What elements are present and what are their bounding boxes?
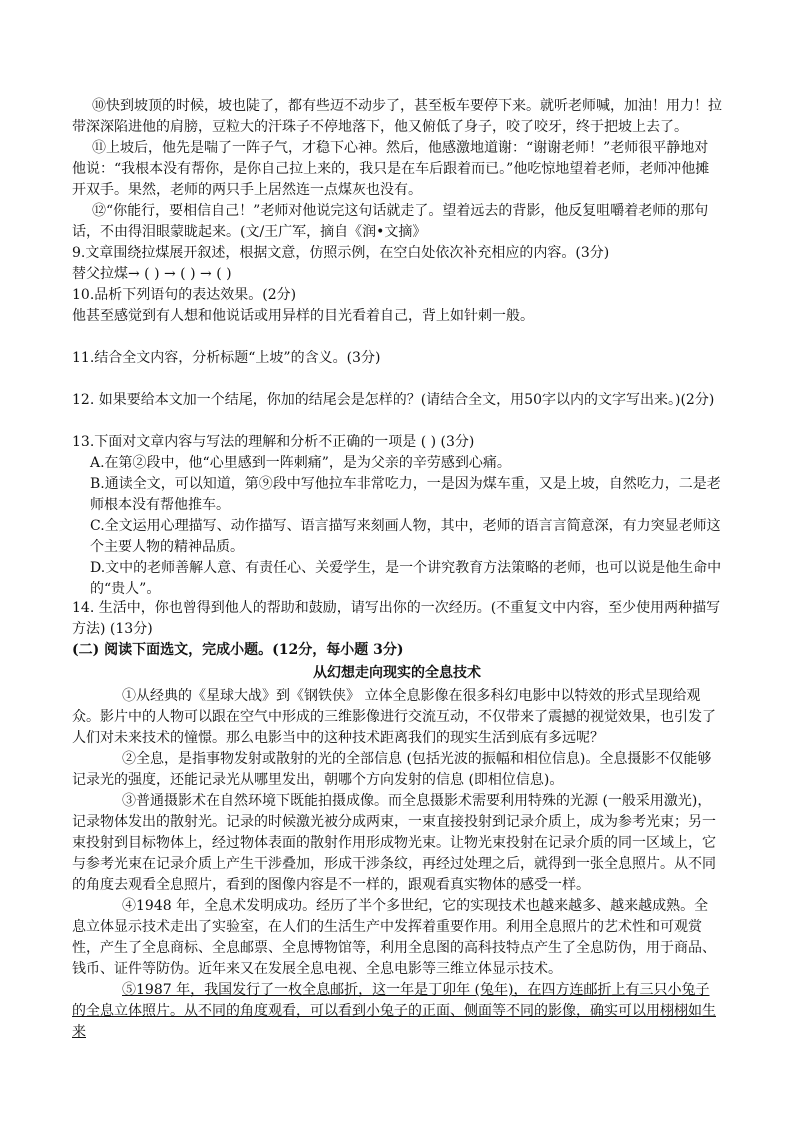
question-11: 11.结合全文内容，分析标题“上坡”的含义。(3分): [72, 350, 381, 366]
article-paragraph-5: ⑤1987 年，我国发行了一枚全息邮折，这一年是丁卯年 (兔年)，在四方连邮折上有三只小兔子的全息立体照片。从不同的角度观看，可以看到小兔子的正面、侧面等不同的影像，确实可以用栩栩如生来: [72, 982, 716, 1040]
question-13: 13.下面对文章内容与写法的理解和分析不正确的一项是 ( ) (3分) A.在第②段中，他“心里感到一阵刺痛”，是为父亲的辛劳感到心痛。 B.通读全文，可以知道，第⑨段中写他拉车非常吃力，一是因为煤车重，又是上坡，自然吃力，二是老师根本没有帮他推车。 C.全文运用心理描写、动作描写、语言描写来刻画人物，其中，老师的语言言简意深，有力突显老师这个主要人物的精神品质。 D.文中的老师善解人意、有责任心、关爱学生，是一个讲究教育方法策略的老师，也可以说是他生命中的“贵人”。: [72, 432, 722, 600]
story-paragraph-12: ⑫“你能行，要相信自己！”老师对他说完这句话就走了。望着远去的背影，他反复咀嚼着老师的那句话，不由得泪眼蒙眬起来。(文/王广军，摘自《润•文摘》: [72, 203, 709, 240]
question-13-option-d: D.文中的老师善解人意、有责任心、关爱学生，是一个讲究教育方法策略的老师，也可以说是他生命中的“贵人”。: [90, 560, 722, 597]
question-10-sentence: 他甚至感觉到有人想和他说话或用异样的目光看着自己，背上如针刺一般。: [72, 308, 534, 324]
article-paragraph-3: ③普通摄影术在自然环境下既能拍摄成像。而全息摄影术需要利用特殊的光源 (一般采用激光)，记录物体发出的散射光。记录的时候激光被分成两束，一束直接投射到记录介质上，成为参考光束；另一束投射到目标物体上，经过物体表面的散射作用形成物光束。让物光束投射在记录介质的同一区域上，它与参考光束在记录介质上产生干涉叠加，形成干涉条纹，再经过处理之后，就得到一张全息照片。从不同的角度去观看全息照片，看到的图像内容是不一样的，跟观看真实物体的感受一样。: [72, 793, 716, 893]
question-10: 10.品析下列语句的表达效果。(2分) 他甚至感觉到有人想和他说话或用异样的目光看着自己，背上如针刺一般。: [72, 285, 722, 327]
question-14: 14. 生活中，你也曾得到他人的帮助和鼓励，请写出你的一次经历。(不重复文中内容，至少使用两种描写方法) (13分): [72, 600, 721, 637]
article-paragraph-2: ②全息，是指事物发射或散射的光的全部信息 (包括光波的振幅和相位信息)。全息摄影不仅能够记录光的强度，还能记录光从哪里发出，朝哪个方向发射的信息 (即相位信息)。: [72, 751, 712, 788]
article-paragraph-1: ①从经典的《星球大战》到《钢铁侠》 立体全息影像在很多科幻电影中以特效的形式呈现给观众。影片中的人物可以跟在空气中形成的三维影像进行交流互动，不仅带来了震撼的视觉效果，也引发了人们对未来技术的憧憬。那么电影当中的这种技术距离我们的现实生活到底有多远呢？: [72, 688, 716, 746]
question-13-option-c: C.全文运用心理描写、动作描写、语言描写来刻画人物，其中，老师的语言言简意深，有力突显老师这个主要人物的精神品质。: [90, 518, 721, 555]
section-2-heading: (二) 阅读下面选文，完成小题。(12分，每小题 3分): [72, 642, 404, 658]
story-paragraph-10: ⑩快到坡顶的时候，坡也陡了，都有些迈不动步了，甚至板车要停下来。就听老师喊，加油！用力！拉带深深陷进他的肩膀，豆粒大的汗珠子不停地落下，他又俯低了身子，咬了咬牙，终于把坡上去了。: [72, 98, 722, 135]
article-paragraph-4: ④1948 年，全息术发明成功。经历了半个多世纪，它的实现技术也越来越多、越来越成熟。全息立体显示技术走出了实验室，在人们的生活生产中发挥着重要作用。利用全息照片的艺术性和可观赏性，产生了全息商标、全息邮票、全息博物馆等，利用全息图的高科技特点产生了全息防伪，用于商品、钱币、证件等防伪。近年来又在发展全息电视、全息电影等三维立体显示技术。: [72, 898, 716, 977]
question-12: 12. 如果要给本文加一个结尾，你加的结尾会是怎样的？(请结合全文，用50字以内的文字写出来。)(2分): [72, 392, 715, 408]
question-13-option-a: A.在第②段中，他“心里感到一阵刺痛”，是为父亲的辛劳感到心痛。: [90, 455, 511, 471]
story-paragraph-11: ⑪上坡后，他先是喘了一阵子气，才稳下心神。然后，他感激地道谢：“谢谢老师！”老师很平静地对他说：“我根本没有帮你，是你自己拉上来的，我只是在车后跟着而已。”他吃惊地望着老师，老师冲他摊开双手。果然，老师的两只手上居然连一点煤灰也没有。: [72, 140, 710, 198]
question-9-answer-line: 替父拉煤→ ( ) → ( ) → ( ): [72, 266, 232, 282]
article-title: 从幻想走向现实的全息技术: [313, 665, 481, 681]
question-9: 9.文章围绕拉煤展开叙述，根据文意，仿照示例，在空白处依次补充相应的内容。(3分) 替父拉煤→ ( ) → ( ) → ( ): [72, 243, 722, 285]
question-13-option-b: B.通读全文，可以知道，第⑨段中写他拉车非常吃力，一是因为煤车重，又是上坡，自然吃力，二是老师根本没有帮他推车。: [90, 476, 721, 513]
